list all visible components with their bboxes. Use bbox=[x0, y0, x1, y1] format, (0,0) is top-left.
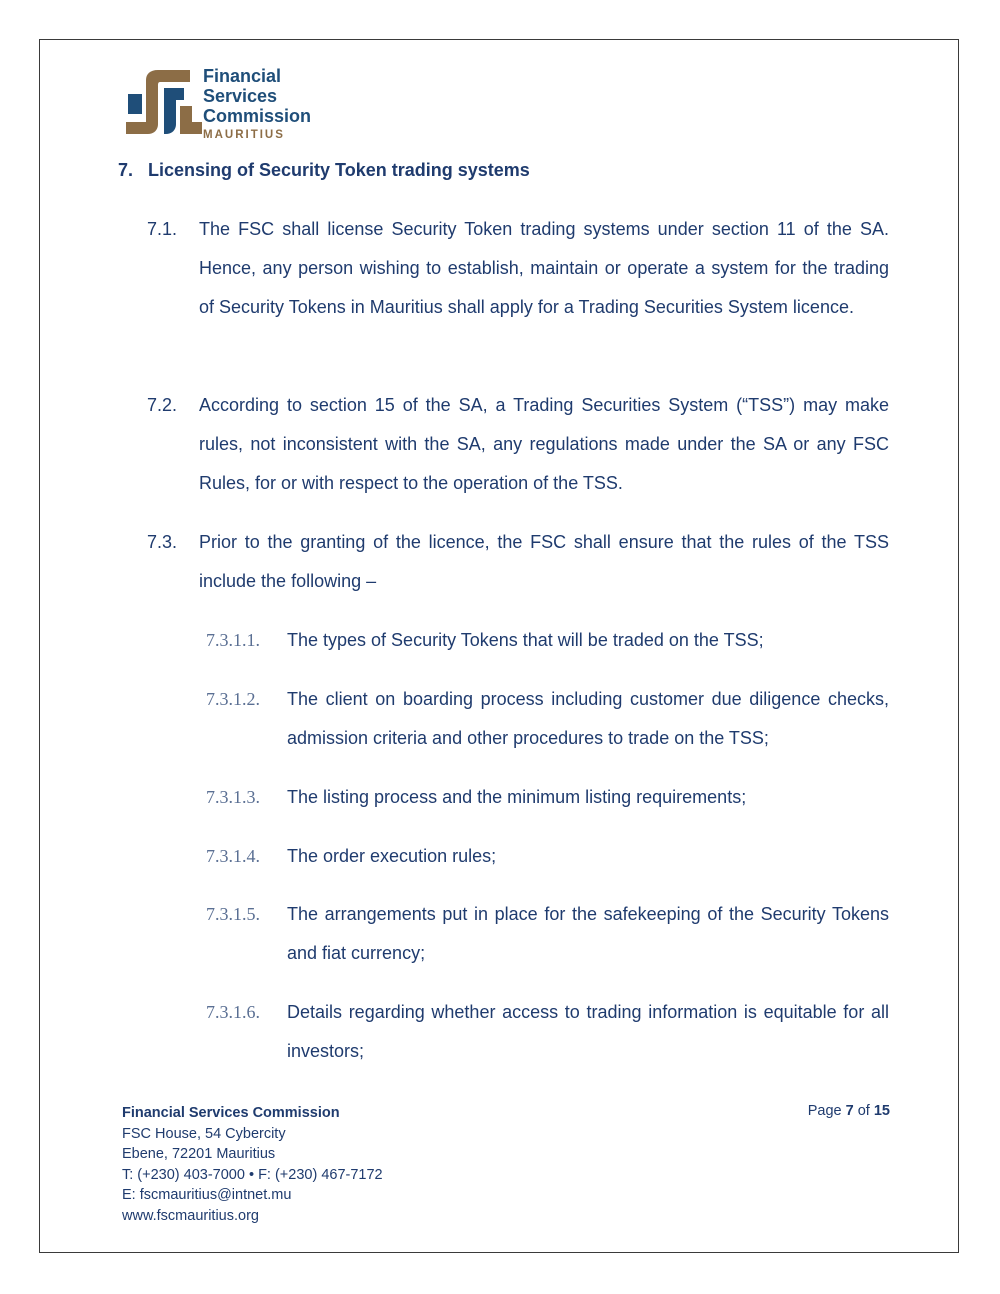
page-label: Page bbox=[807, 1103, 842, 1119]
logo-line-4: MAURITIUS bbox=[203, 129, 285, 141]
footer-contact bbox=[122, 1103, 383, 1226]
subitem-text: The listing process and the minimum listing requirements; bbox=[287, 787, 747, 807]
footer-phone: T: (+230) 403-7000 • F: (+230) 467-7172 bbox=[122, 1166, 383, 1183]
subitem-number: 7.3.1.3. bbox=[206, 787, 260, 807]
logo-wordmark bbox=[203, 66, 311, 143]
subitem-text: The arrangements put in place for the safekeeping of the Security Tokens and fiat currency; bbox=[287, 904, 889, 963]
paragraph-number: 7.2. bbox=[147, 395, 178, 415]
paragraph-number: 7.1. bbox=[147, 219, 178, 239]
logo-line-3: Commission bbox=[203, 106, 312, 126]
footer-address-2: Ebene, 72201 Mauritius bbox=[122, 1146, 276, 1162]
page-of: of bbox=[857, 1103, 870, 1119]
subitem-number: 7.3.1.4. bbox=[206, 846, 260, 866]
page-total: 15 bbox=[873, 1103, 890, 1119]
footer-website[interactable]: www.fscmauritius.org bbox=[122, 1207, 259, 1224]
subitem-number: 7.3.1.5. bbox=[206, 904, 260, 924]
subitem-text: The types of Security Tokens that will be traded on the TSS; bbox=[287, 630, 764, 650]
section-number: 7. bbox=[118, 160, 134, 180]
subitem-number: 7.3.1.2. bbox=[206, 689, 260, 709]
paragraph-text: According to section 15 of the SA, a Trading Securities System (“TSS”) may make rules, not inconsistent with the SA, any regulations made under the SA or any FSC Rules, for or with respect to the operation of the TSS. bbox=[199, 395, 889, 493]
paragraph-number: 7.3. bbox=[147, 532, 178, 552]
section-heading bbox=[118, 160, 530, 181]
footer-org: Financial Services Commission bbox=[122, 1105, 340, 1121]
subitem-text: The client on boarding process including customer due diligence checks, admission criteria and other procedures to trade on the TSS; bbox=[287, 689, 889, 748]
paragraph-text: Prior to the granting of the licence, the FSC shall ensure that the rules of the TSS include the following – bbox=[199, 532, 889, 591]
paragraph-text: The FSC shall license Security Token trading systems under section 11 of the SA. Hence, any person wishing to establish, maintain or operate a system for the trading of Security Tokens in Mauritius shall apply for a Trading Securities System licence. bbox=[199, 219, 889, 317]
footer-address-1: FSC House, 54 Cybercity bbox=[122, 1125, 286, 1142]
subitem-number: 7.3.1.6. bbox=[206, 1002, 260, 1022]
logo-line-1: Financial bbox=[203, 66, 282, 86]
page-current: 7 bbox=[845, 1103, 854, 1119]
subitem-number: 7.3.1.1. bbox=[206, 630, 260, 650]
section-title: Licensing of Security Token trading systems bbox=[148, 160, 530, 180]
logo-line-2: Services bbox=[203, 86, 278, 106]
subitem-text: Details regarding whether access to trading information is equitable for all investors; bbox=[287, 1002, 889, 1061]
footer-email[interactable]: E: fscmauritius@intnet.mu bbox=[122, 1187, 292, 1203]
page-number bbox=[808, 1103, 890, 1119]
subitem-text: The order execution rules; bbox=[287, 846, 497, 866]
